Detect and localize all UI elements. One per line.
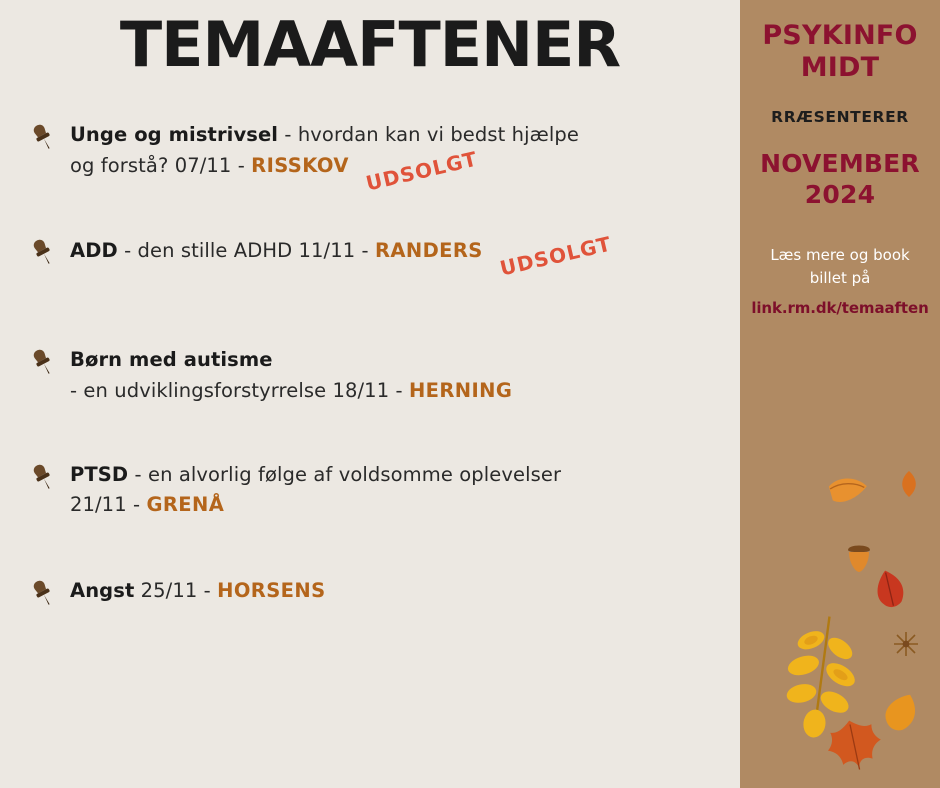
pushpin-icon — [28, 237, 58, 267]
booking-note — [740, 244, 940, 320]
event-line — [70, 120, 740, 150]
month-label: NOVEMBER — [760, 148, 920, 178]
year-label: 2024 — [804, 179, 876, 209]
brand-name — [740, 0, 940, 84]
status-badge: UDSOLGT — [497, 231, 614, 281]
event-city: GRENÅ — [146, 493, 225, 517]
seed-pod-icon — [892, 630, 920, 658]
pushpin-icon — [28, 122, 58, 152]
leaf-icon — [826, 718, 884, 778]
date-block — [740, 148, 940, 211]
page-title: TEMAAFTENER — [119, 8, 621, 81]
event-line — [70, 376, 740, 406]
leaf-icon — [880, 690, 924, 734]
event-title: ADD — [70, 239, 118, 263]
event-title: Unge og mistrivsel — [70, 123, 279, 146]
leaf-icon — [897, 470, 921, 498]
event-title: Børn med autisme — [70, 348, 273, 372]
booking-line-1: Læs mere og book — [770, 246, 910, 265]
list-item — [26, 460, 740, 520]
event-line — [70, 576, 740, 606]
pushpin-icon — [28, 578, 58, 608]
booking-line-2: billet på — [809, 269, 871, 288]
event-detail: - en alvorlig følge af voldsomme oplevelser — [128, 462, 562, 486]
event-title: PTSD — [70, 462, 129, 486]
event-city: RANDERS — [374, 239, 483, 263]
event-detail: - den stille ADHD 11/11 - — [117, 239, 375, 263]
acorn-icon — [844, 540, 874, 574]
event-line — [70, 345, 740, 375]
event-line — [70, 460, 740, 490]
event-detail: og forstå? 07/11 - — [70, 154, 252, 178]
list-item — [26, 120, 740, 196]
event-city: HERNING — [408, 378, 513, 402]
list-item — [26, 345, 740, 405]
brand-line-1: PSYKINFO — [762, 20, 918, 51]
event-line — [70, 146, 740, 196]
pushpin-icon — [28, 462, 58, 492]
event-detail: - hvordan kan vi bedst hjælpe — [278, 123, 580, 146]
event-detail: 25/11 - — [134, 579, 218, 603]
leaf-icon — [870, 568, 910, 610]
leaf-icon — [776, 612, 866, 742]
event-list — [0, 120, 740, 630]
leaf-icon — [822, 472, 870, 512]
event-detail: 21/11 - — [70, 493, 147, 517]
event-line — [70, 231, 740, 281]
presents-label: RRÆSENTERER — [771, 107, 909, 126]
booking-link[interactable]: link.rm.dk/temaaften — [751, 298, 929, 317]
event-title: Angst — [70, 579, 135, 603]
poster-sidebar — [740, 0, 940, 788]
list-item — [26, 231, 740, 289]
event-city: HORSENS — [217, 579, 326, 603]
event-detail: - en udviklingsforstyrrelse 18/11 - — [70, 378, 409, 402]
status-badge: UDSOLGT — [363, 146, 480, 196]
pushpin-icon — [28, 347, 58, 377]
event-line — [70, 490, 740, 520]
event-city: RISSKOV — [251, 154, 349, 178]
list-item — [26, 576, 740, 630]
brand-line-2: MIDT — [800, 51, 880, 83]
